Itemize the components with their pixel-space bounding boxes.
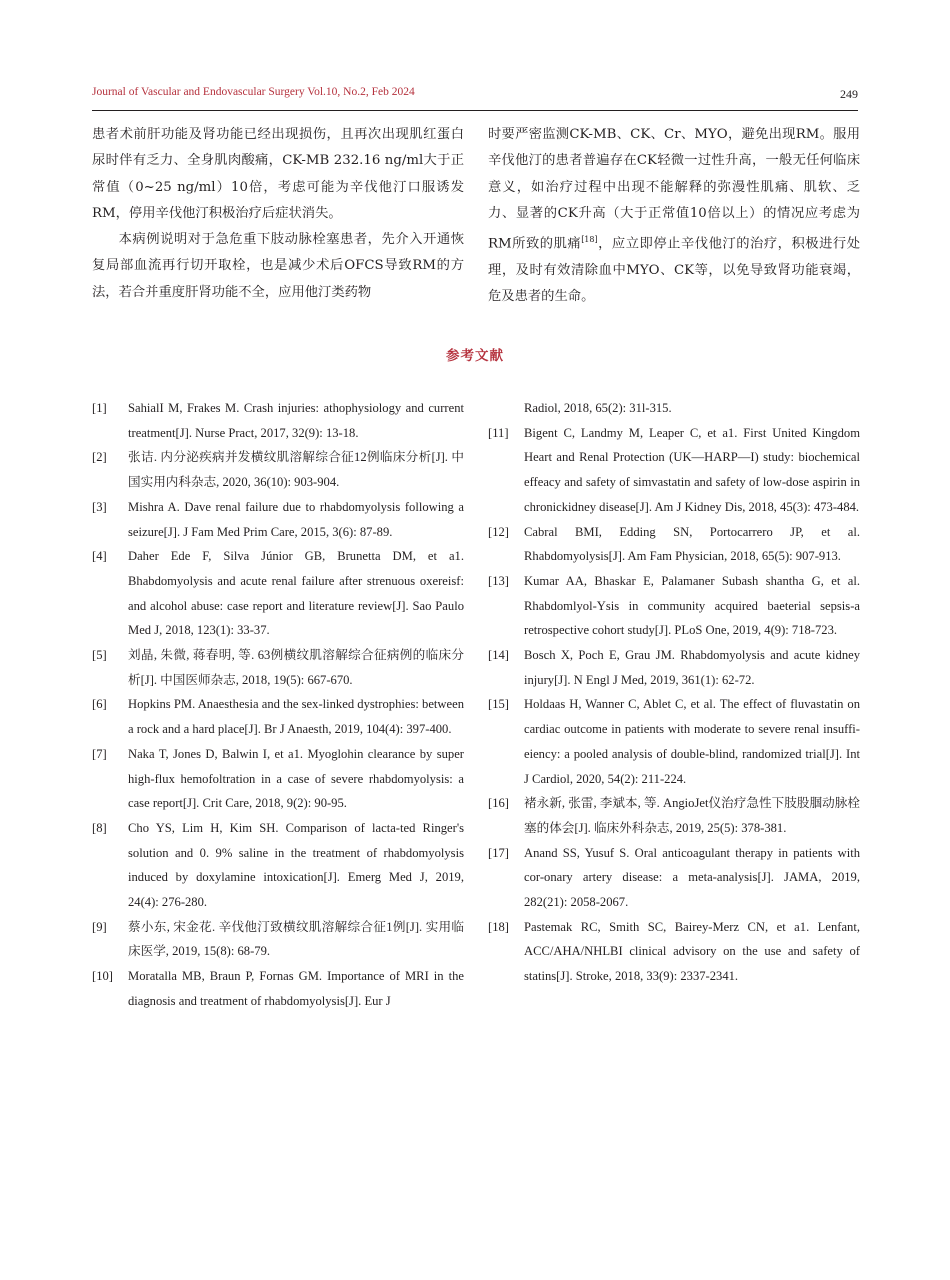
body-paragraph: 本病例说明对于急危重下肢动脉栓塞患者，先介入开通恢复局部血流再行切开取栓，也是减少术后OFCS导致RM的方法，若合并重度肝肾功能不全，应用他汀类药物: [92, 232, 464, 300]
citation-superscript[interactable]: [18]: [581, 235, 598, 245]
reference-text: Holdaas H, Wanner C, Ablet C, et al. The effect of fluvastatin on cardiac outcome in patients with moderate to severe renal insuffi-eiency: a pooled analysis of double-blind, randomized trial[J]. Int J Cardiol, 2020, 54(2): 211-224.: [524, 697, 860, 786]
reference-item: [92, 816, 464, 915]
body-column-right: [488, 122, 860, 311]
body-paragraph: [488, 122, 860, 311]
reference-number: [9]: [92, 919, 107, 934]
reference-number: [15]: [488, 697, 509, 712]
references-column-right: [488, 396, 860, 989]
reference-item: [92, 544, 464, 643]
reference-item: [488, 569, 860, 643]
reference-item: [92, 495, 464, 544]
reference-item: [92, 915, 464, 964]
reference-item: [92, 742, 464, 816]
reference-number: [16]: [488, 796, 509, 811]
reference-item: [488, 421, 860, 520]
reference-item: [92, 445, 464, 494]
body-paragraph: 患者术前肝功能及肾功能已经出现损伤，且再次出现肌红蛋白尿时伴有乏力、全身肌肉酸痛，CK-MB 232.16 ng/ml大于正常值（0~25 ng/ml）10倍，考虑可能为辛伐他汀口服诱发RM，停用辛伐他汀积极治疗后症状消失。: [92, 127, 464, 221]
reference-number: [6]: [92, 697, 107, 712]
reference-number: [18]: [488, 919, 509, 934]
reference-number: [11]: [488, 425, 509, 440]
reference-number: [8]: [92, 820, 107, 835]
running-header: [92, 86, 858, 111]
reference-item: [488, 791, 860, 840]
reference-item: [488, 643, 860, 692]
reference-number: [7]: [92, 746, 107, 761]
reference-text: Pastemak RC, Smith SC, Bairey-Merz CN, et a1. Lenfant, ACC/AHA/NHLBI clinical advisory on the use and safety of statins[J]. Stroke, 2018, 33(9): 2337-2341.: [524, 919, 860, 984]
reference-number: [1]: [92, 401, 107, 415]
reference-item: [488, 520, 860, 569]
reference-item: [488, 841, 860, 915]
reference-item: [488, 692, 860, 791]
reference-number: [5]: [92, 648, 107, 663]
reference-text: 张诘. 内分泌疾病并发横纹肌溶解综合征12例临床分析[J]. 中国实用内科杂志, 2020, 36(10): 903-904.: [128, 450, 464, 490]
reference-item: [92, 964, 464, 1013]
reference-item: [92, 396, 464, 445]
reference-text: Kumar AA, Bhaskar E, Palamaner Subash shantha G, et al. Rhabdomlyol-Ysis in community acquired baeterial sepsis-a retrospective cohort study[J]. PLoS One, 2019, 4(9): 718-723.: [524, 573, 860, 638]
reference-text: Bosch X, Poch E, Grau JM. Rhabdomyolysis and acute kidney injury[J]. N Engl J Med, 2019, 361(1): 62-72.: [524, 648, 860, 687]
reference-number: [14]: [488, 648, 509, 663]
reference-item: [92, 692, 464, 741]
reference-text: Cabral BMI, Edding SN, Portocarrero JP, et al. Rhabdomyolysis[J]. Am Fam Physician, 2018, 65(5): 907-913.: [524, 524, 860, 564]
body-column-left: [92, 122, 464, 306]
reference-number: [12]: [488, 524, 509, 539]
reference-item: [488, 915, 860, 989]
reference-text: Cho YS, Lim H, Kim SH. Comparison of lacta-ted Ringer's solution and 0. 9% saline in the treatment of rhabdomyolysis induced by doxylamine intoxication[J]. Emerg Med J, 2019, 24(4): 276-280.: [128, 820, 464, 910]
body-text: 时要严密监测CK-MB、CK、Cr、MYO，避免出现RM。服用辛伐他汀的患者普遍存在CK轻微一过性升高，一般无任何临床意义，如治疗过程中出现不能解释的弥漫性肌痛、肌软、乏力、显著的CK升高（大于正常值10倍以上）的情况应考虑为RM所致的肌痛: [488, 127, 860, 252]
reference-number: [17]: [488, 845, 509, 860]
reference-text: Anand SS, Yusuf S. Oral anticoagulant therapy in patients with cor-onary artery disease: a meta-analysis[J]. JAMA, 2019, 282(21): 2058-2067.: [524, 845, 860, 910]
reference-number: [13]: [488, 573, 509, 588]
reference-item: [92, 643, 464, 692]
reference-text: Moratalla MB, Braun P, Fornas GM. Importance of MRI in the diagnosis and treatment of rhabdomyolysis[J]. Eur J: [128, 969, 464, 1008]
reference-number: [10]: [92, 969, 113, 984]
page-number: 249: [840, 87, 858, 101]
reference-text: Mishra A. Dave renal failure due to rhabdomyolysis following a seizure[J]. J Fam Med Prim Care, 2015, 3(6): 87-89.: [128, 499, 464, 539]
reference-text: Daher Ede F, Silva Júnior GB, Brunetta DM, et a1. Bhabdomyolysis and acute renal failure after strenuous oxereisf: and alcohol abuse: case report and literature review[J]. Sao Paulo Med J, 2018, 123(1): 33-37.: [128, 549, 464, 638]
reference-number: [4]: [92, 549, 107, 564]
reference-text: Hopkins PM. Anaesthesia and the sex-linked dystrophies: between a rock and a hard place[J]. Br J Anaesth, 2019, 104(4): 397-400.: [128, 697, 464, 737]
reference-continuation: Radiol, 2018, 65(2): 31l-315.: [524, 401, 672, 415]
references-column-left: [92, 396, 464, 1014]
reference-text: Bigent C, Landmy M, Leaper C, et a1. First United Kingdom Heart and Renal Protection (UK—HARP—I) study: biochemical effeacy and safety of simvastatin and safety of low-dose aspirin in chronickidney disease[J]. Am J Kidney Dis, 2018, 45(3): 473-484.: [524, 425, 860, 514]
reference-text: Naka T, Jones D, Balwin I, et a1. Myoglohin clearance by super high-flux hemofoltration in a case of severe rhabdomyolysis: a case report[J]. Crit Care, 2018, 9(2): 90-95.: [128, 746, 464, 811]
body-text: ，应立即停止辛伐他汀的治疗，积极进行处理，及时有效清除血中MYO、CK等，以免导致肾功能衰竭，危及患者的生命。: [488, 236, 860, 305]
journal-title: Journal of Vascular and Endovascular Surgery Vol.10, No.2, Feb 2024: [92, 86, 415, 98]
reference-text: SahialI M, Frakes M. Crash injuries: athophysiology and current treatment[J]. Nurse Pract, 2017, 32(9): 13-18.: [128, 401, 464, 440]
reference-number: [2]: [92, 450, 107, 465]
references-heading: 参考文献: [446, 348, 504, 364]
reference-text: 刘晶, 朱微, 蒋春明, 等. 63例横纹肌溶解综合征病例的临床分析[J]. 中国医师杂志, 2018, 19(5): 667-670.: [128, 648, 464, 687]
reference-text: 蔡小东, 宋金花. 辛伐他汀致横纹肌溶解综合征1例[J]. 实用临床医学, 2019, 15(8): 68-79.: [128, 919, 464, 959]
reference-text: 褚永新, 张雷, 李斌本, 等. AngioJet仪治疗急性下肢股腘动脉栓塞的体会[J]. 临床外科杂志, 2019, 25(5): 378-381.: [524, 796, 860, 835]
reference-number: [3]: [92, 499, 107, 514]
